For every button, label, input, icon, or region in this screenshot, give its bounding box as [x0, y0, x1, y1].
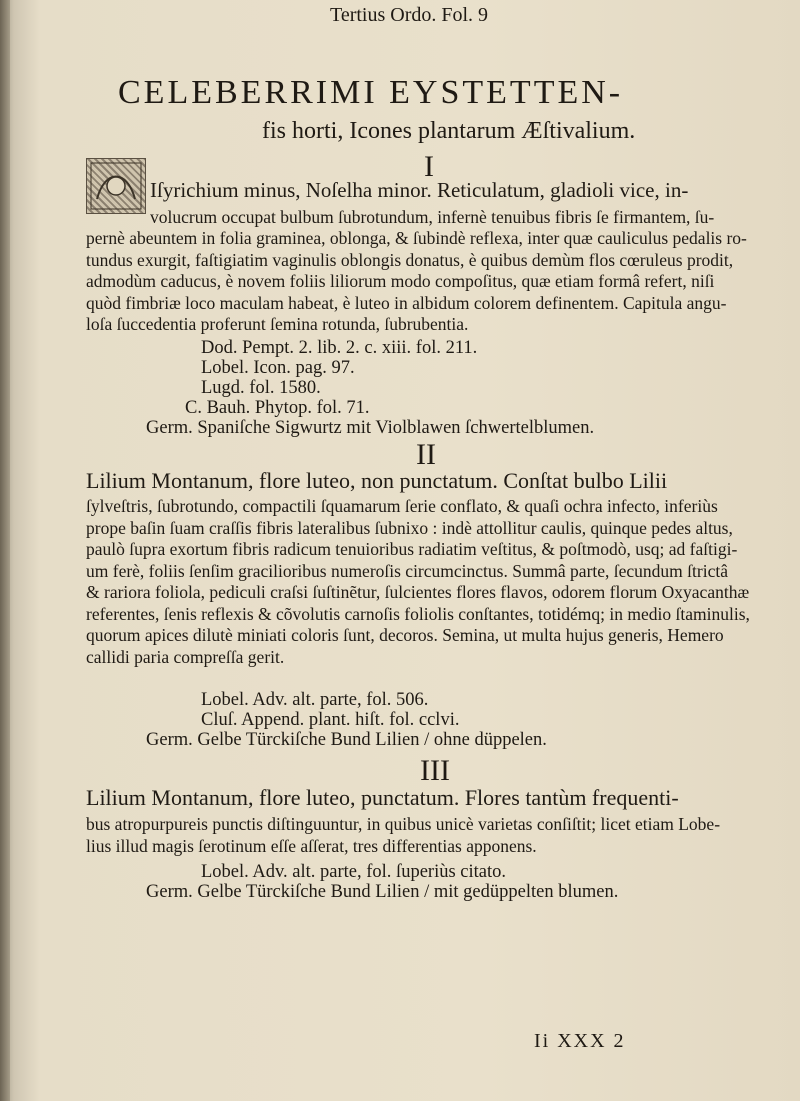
- reference-line: Lobel. Adv. alt. parte, fol. 506.: [201, 690, 429, 710]
- text-line: & rariora foliola, pediculi craſsi ſuſtinẽtur, ſulcientes flores flavos, odorem florum Oxyacanthæ: [86, 582, 750, 602]
- reference-line: Lugd. fol. 1580.: [201, 378, 321, 398]
- text-line: ſylveſtris, ſubrotundo, compactili ſquamarum ſerie conflato, & quaſi ochra infecto, inferiùs: [86, 496, 718, 516]
- page-title: CELEBERRIMI EYSTETTEN-: [118, 74, 624, 111]
- page-subtitle: fis horti, Icones plantarum Æſtivalium.: [262, 118, 636, 144]
- section-3-body: [86, 814, 720, 857]
- section-1-line-1: [150, 180, 688, 202]
- reference-line: Lobel. Adv. alt. parte, fol. ſuperiùs citato.: [201, 862, 506, 882]
- text-line: callidi paria compreſſa gerit.: [86, 646, 285, 667]
- section-3-references: [146, 862, 618, 902]
- text-line: um ferè, foliis ſenſim gracilioribus numeroſis circumcinctus. Summâ parte, ſecundum ſtrictâ: [86, 560, 728, 581]
- section-2-references: [146, 690, 547, 750]
- book-spine-shadow: [0, 0, 10, 1101]
- reference-line: Germ. Spaniſche Sigwurtz mit Violblawen ſchwertelblumen.: [146, 418, 595, 438]
- reference-line: Lobel. Icon. pag. 97.: [201, 358, 355, 378]
- section-1-line-2: [150, 207, 714, 229]
- text-line: Lilium Montanum, flore luteo, punctatum. Flores tantùm frequenti-: [86, 785, 679, 810]
- section-1-references: [146, 338, 594, 438]
- reference-line: C. Bauh. Phytop. fol. 71.: [185, 398, 370, 418]
- text-line: quòd fimbriæ loco maculam habeat, è luteo in albidum colorem definentem. Capitula angu-: [86, 292, 727, 313]
- text-line: quorum apices dilutè miniati coloris ſunt, decoros. Semina, ut multa hujus generis, Hemero: [86, 625, 724, 645]
- running-head: Tertius Ordo. Fol. 9: [330, 4, 489, 26]
- text-line: paulò ſupra exortum fibris radicum tenuioribus radiatim veſtitus, & poſtmodò, usq; ad faſtigi-: [86, 539, 738, 559]
- text-line: pernè abeuntem in folia graminea, oblonga, & ſubindè reflexa, inter quæ cauliculus pedalis ro-: [86, 228, 747, 248]
- section-numeral-1: I: [424, 150, 434, 183]
- section-3-line-1: [86, 787, 679, 809]
- text-line: prope baſin ſuam craſſis fibris lateralibus ſubnixo : indè attollitur caulis, quinque pedes altus,: [86, 517, 733, 538]
- text-line: admodùm caducus, è novem foliis liliorum modo compoſitus, quæ etiam formâ refert, niſi: [86, 271, 715, 291]
- text-line: Iſyrichium minus, Noſelha minor. Reticulatum, gladioli vice, in-: [150, 178, 689, 202]
- text-line: lius illud magis ſerotinum eſſe aſſerat, tres differentias apponens.: [86, 835, 537, 856]
- ornamental-initial-icon: [86, 158, 146, 214]
- section-numeral-3: III: [420, 754, 450, 787]
- reference-line: Germ. Gelbe Türckiſche Bund Lilien / ohne düppelen.: [146, 730, 547, 750]
- section-2-line-1: [86, 470, 667, 492]
- section-numeral-2: II: [416, 438, 436, 471]
- text-line: referentes, ſenis reflexis & cõvolutis carnoſis foliolis conſtantes, totidémq; in medio ſtaminulis,: [86, 603, 750, 624]
- section-2-body: [86, 496, 750, 668]
- text-line: bus atropurpureis punctis diſtinguuntur, in quibus unicè varietas conſiſtit; licet etiam Lobe-: [86, 814, 721, 834]
- reference-line: Cluſ. Append. plant. hiſt. fol. cclvi.: [201, 710, 460, 730]
- reference-line: Dod. Pempt. 2. lib. 2. c. xiii. fol. 211.: [201, 338, 478, 358]
- text-line: Lilium Montanum, flore luteo, non punctatum. Conſtat bulbo Lilii: [86, 468, 668, 493]
- page-signature: Ii XXX 2: [534, 1030, 626, 1052]
- reference-line: Germ. Gelbe Türckiſche Bund Lilien / mit gedüppelten blumen.: [146, 882, 619, 902]
- text-line: loſa ſuccedentia proferunt ſemina rotunda, ſubrubentia.: [86, 314, 469, 334]
- text-line: tundus exurgit, faſtigiatim vaginulis oblongis donatus, è quibus demùm flos cœruleus prodit,: [86, 249, 734, 270]
- section-1-body: [86, 228, 747, 336]
- text-line: volucrum occupat bulbum ſubrotundum, infernè tenuibus fibris ſe firmantem, ſu-: [150, 207, 715, 227]
